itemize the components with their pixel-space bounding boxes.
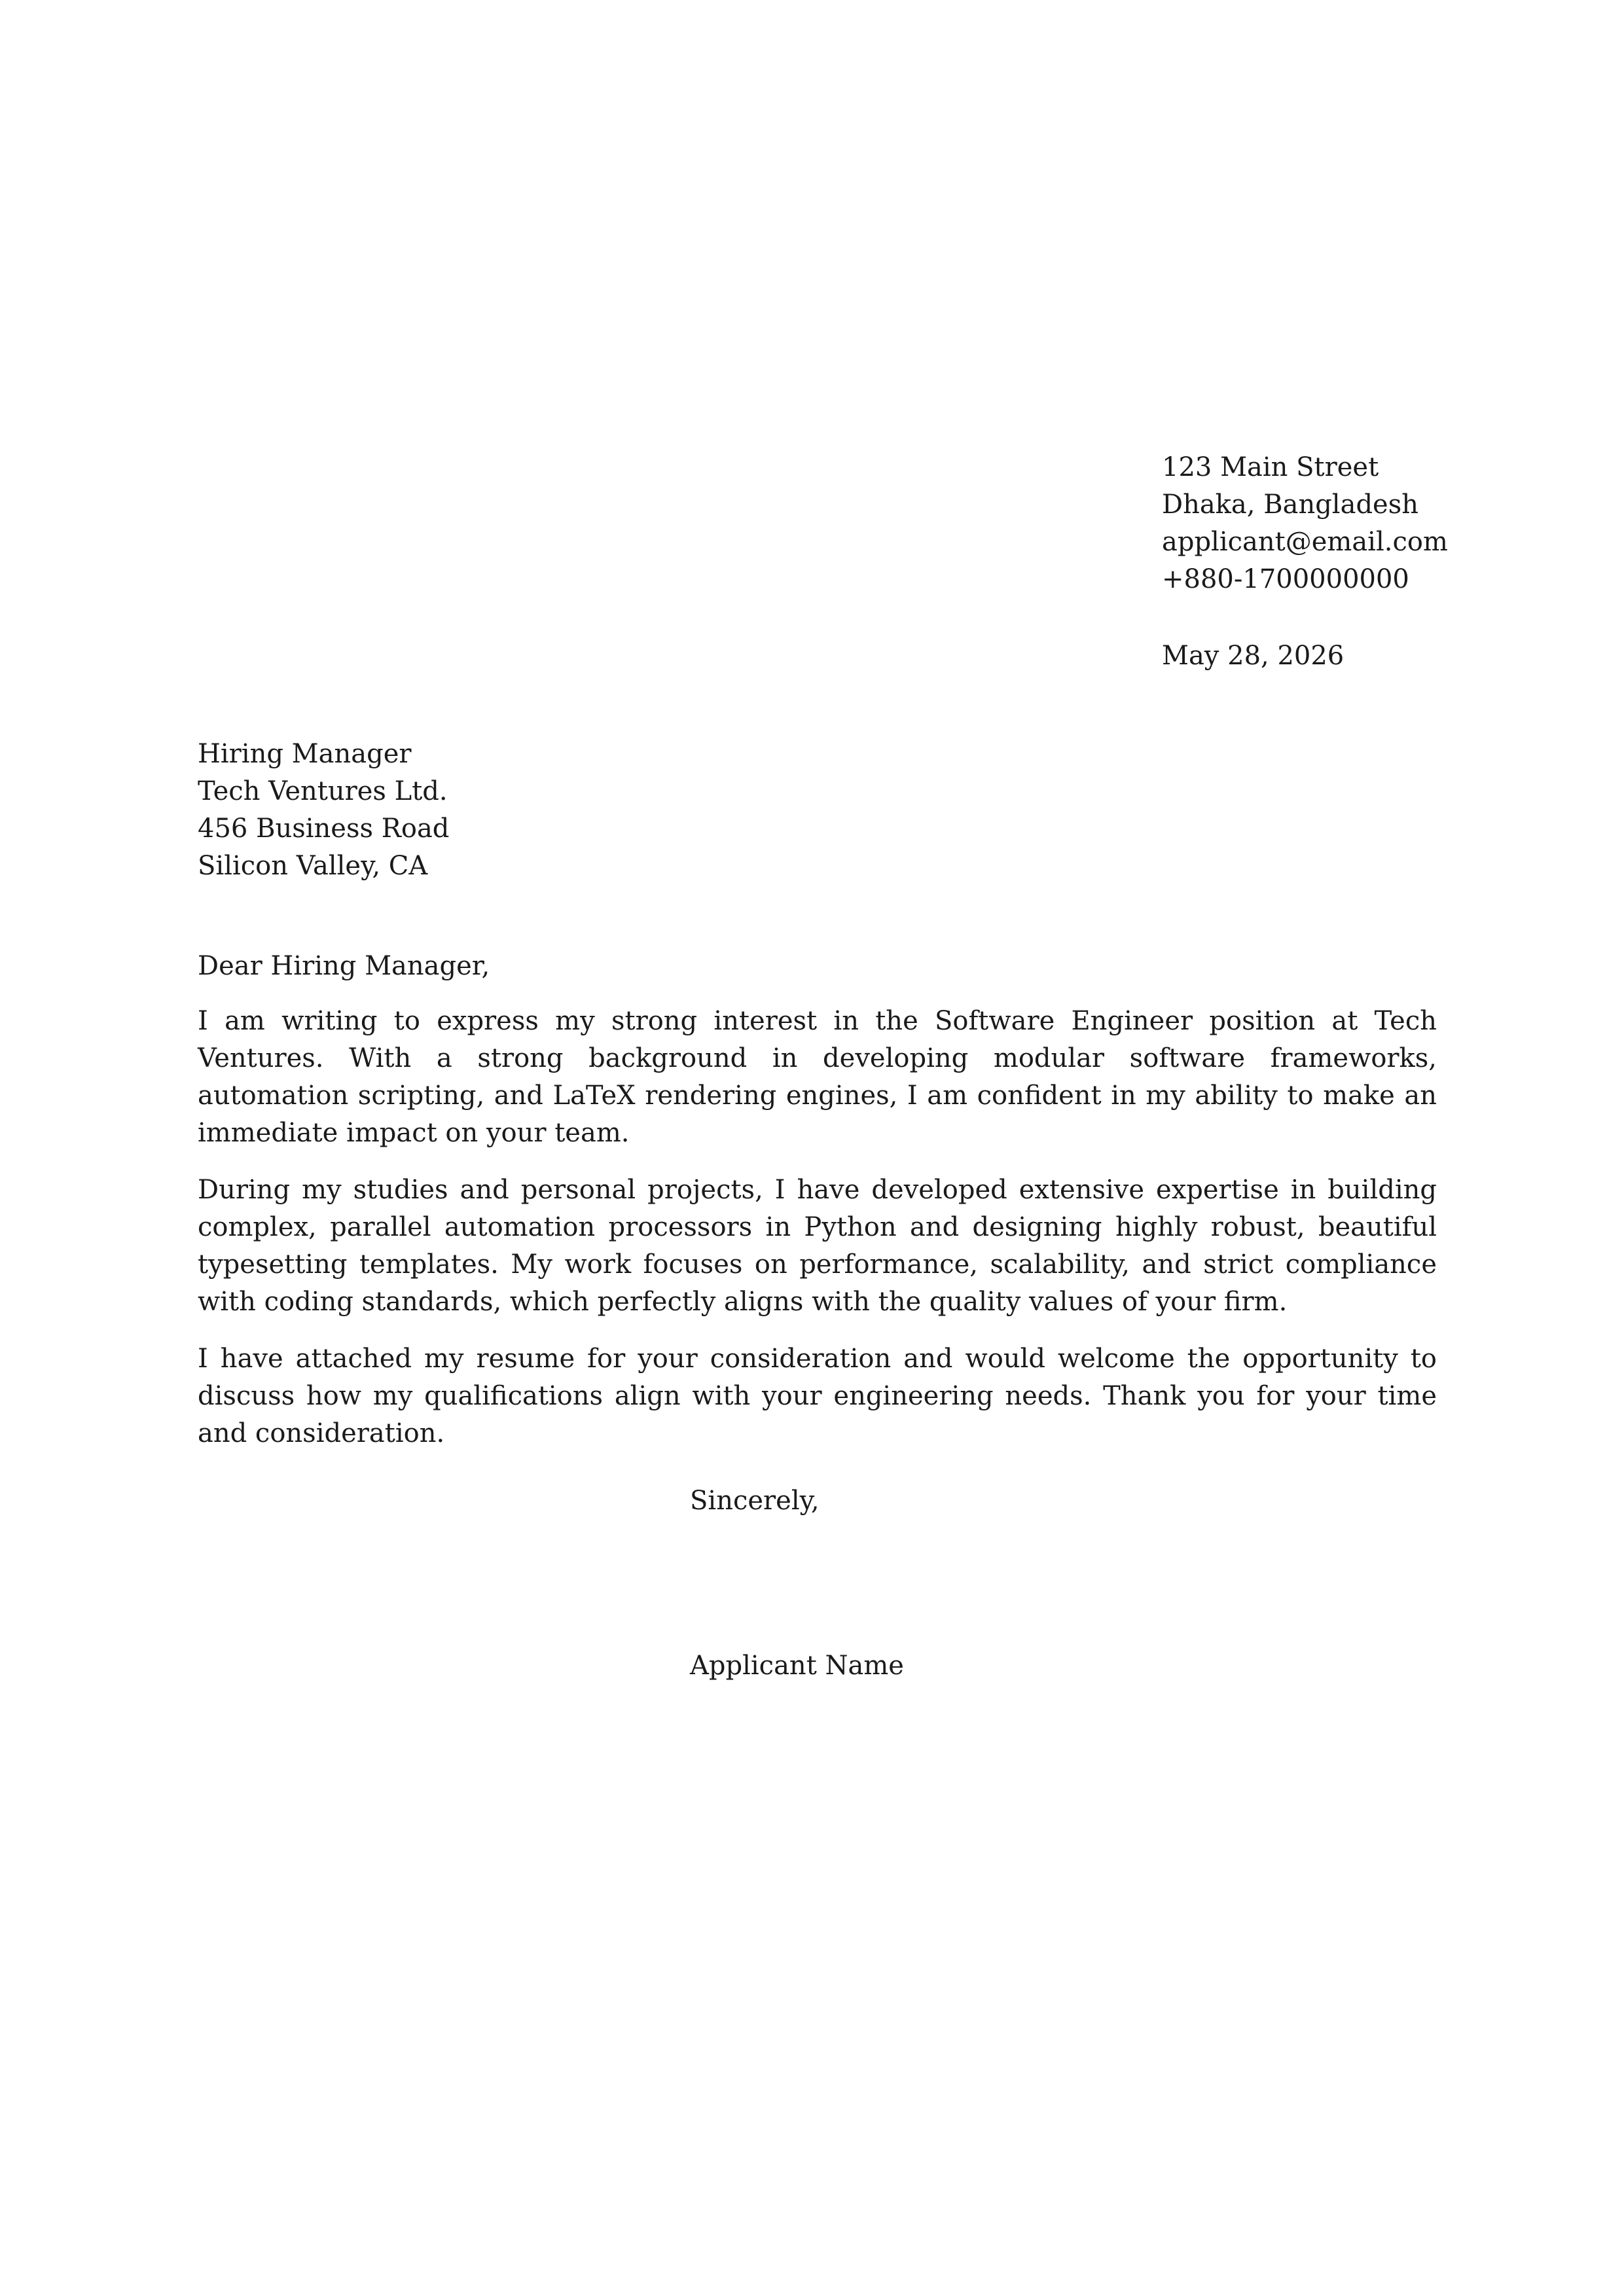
sender-address-block [1162,449,1448,598]
sender-city: Dhaka, Bangladesh [1162,490,1419,520]
body-paragraph-2: During my studies and personal projects, I have developed extensive expertise in building complex, parallel automation processors in Python and designing highly robust, beautiful typesetting templates. My work focuses on performance, scalability, and strict compliance with coding standards, which perfectly aligns with the quality values of your firm. [198,1175,1437,1317]
letter-body [198,1003,1437,1472]
recipient-address-block [198,736,449,885]
recipient-city: Silicon Valley, CA [198,851,428,881]
body-paragraph-1: I am writing to express my strong interest in the Software Engineer position at Tech Ventures. With a strong background in developing modular software frameworks, automation scripting, and LaTeX rendering engines, I am confident in my ability to make an immediate impact on your team. [198,1006,1437,1148]
letter-date: May 28, 2026 [1162,641,1344,671]
sender-street: 123 Main Street [1162,452,1379,482]
sender-email: applicant@email.com [1162,527,1448,557]
sender-phone: +880-1700000000 [1162,564,1409,594]
signature-name: Applicant Name [690,1651,904,1681]
recipient-title: Hiring Manager [198,739,412,769]
recipient-company: Tech Ventures Ltd. [198,776,448,806]
recipient-street: 456 Business Road [198,814,450,844]
closing: Sincerely, [690,1486,820,1516]
salutation: Dear Hiring Manager, [198,951,490,981]
body-paragraph-3: I have attached my resume for your consideration and would welcome the opportunity to discuss how my qualifications align with your engineering needs. Thank you for your time and consideration. [198,1344,1437,1448]
